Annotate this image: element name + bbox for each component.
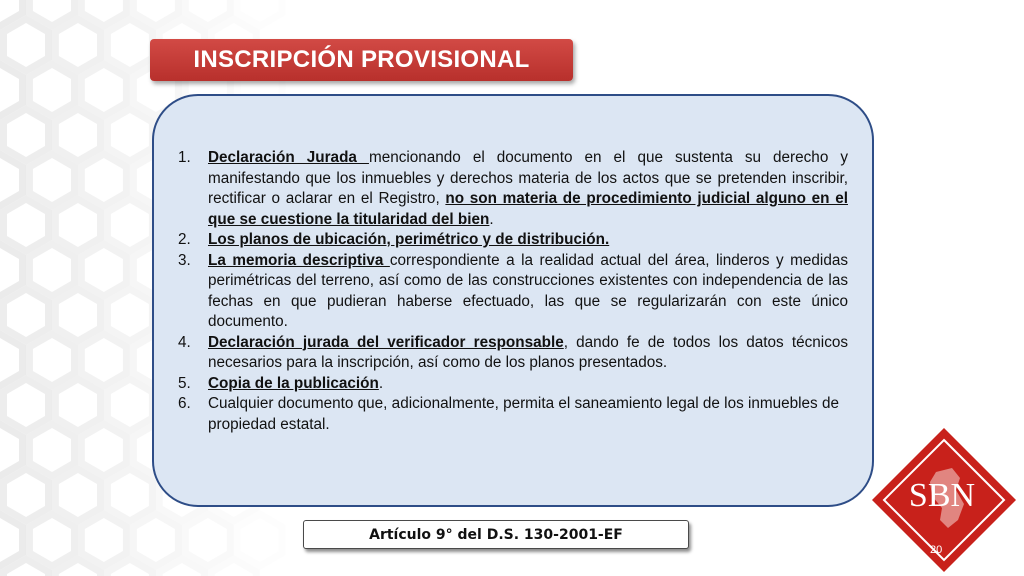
body-text: correspondiente a la realidad actual del área, linderos y medidas perimétricas del terreno, así como de las construcciones existentes con independencia de las fechas en que pudieran haberse efectuado, las que se regularizarán con este único documento. (208, 251, 848, 330)
requirements-list (178, 148, 848, 435)
hexagon-shape (81, 244, 126, 296)
hexagon-shape (0, 514, 23, 566)
list-item (178, 148, 848, 230)
hexagon-shape (29, 64, 74, 116)
hexagon-shape (133, 514, 178, 566)
hexagon-shape (107, 199, 152, 251)
hexagon-shape (81, 424, 126, 476)
hexagon-shape (55, 289, 100, 341)
hexagon-shape (0, 154, 23, 206)
body-text: mencionando el documento en el que sustenta su derecho y manifestando que los inmuebles y derechos materia de los actos que se pretenden inscribir, rectificar o aclarar en el Registro, (208, 149, 849, 207)
hexagon-shape (81, 334, 126, 386)
hexagon-shape (29, 334, 74, 386)
hexagon-shape (81, 154, 126, 206)
hexagon-shape (4, 469, 49, 521)
hexagon-shape (0, 64, 23, 116)
hexagon-shape (0, 334, 23, 386)
hexagon-shape (107, 19, 152, 71)
list-item (178, 374, 848, 395)
hexagon-shape (4, 19, 49, 71)
hexagon-shape (29, 154, 74, 206)
hexagon-shape (0, 244, 23, 296)
hexagon-shape (29, 514, 74, 566)
list-item-number: 1. (178, 149, 191, 166)
emphasized-text: Declaración Jurada (208, 149, 369, 166)
hexagon-shape (0, 424, 23, 476)
body-text: propiedad estatal. (208, 415, 330, 433)
body-text: , dando fe de todos los datos técnicos necesarios para la inscripción, así como de los planos presentados. (208, 333, 848, 371)
hexagon-shape (81, 514, 126, 566)
sbn-logo (868, 424, 1020, 576)
list-item-number: 2. (178, 231, 191, 248)
hexagon-shape (185, 514, 230, 566)
hexagon-shape (29, 424, 74, 476)
emphasized-text: Declaración jurada del verificador responsable (208, 333, 564, 351)
hexagon-shape (107, 109, 152, 161)
body-text: . (489, 210, 494, 228)
hexagon-shape (4, 289, 49, 341)
hexagon-shape (107, 379, 152, 431)
title-banner (150, 39, 573, 81)
hexagon-shape (55, 469, 100, 521)
hexagon-shape (55, 19, 100, 71)
hexagon-shape (237, 514, 282, 566)
emphasized-text: Los planos de ubicación, perimétrico y de distribución. (208, 231, 610, 248)
page-title: INSCRIPCIÓN PROVISIONAL (193, 46, 530, 73)
list-item-number: 5. (178, 374, 191, 392)
emphasized-text: La memoria descriptiva (208, 251, 390, 269)
hexagon-shape (55, 109, 100, 161)
emphasized-text: no son materia de procedimiento judicial alguno en el que se cuestione la titularidad del bien (208, 190, 848, 228)
hexagon-shape (55, 379, 100, 431)
logo-text: SBN (908, 477, 976, 514)
article-reference: Artículo 9° del D.S. 130-2001-EF (369, 526, 623, 543)
list-item (178, 230, 848, 251)
list-item-number: 4. (178, 333, 191, 351)
list-item (178, 333, 848, 374)
body-text: Cualquier documento que, adicionalmente, permita el saneamiento legal de los inmuebles de (208, 395, 839, 412)
slide-number: 20 (930, 544, 943, 556)
hexagon-shape (81, 64, 126, 116)
list-item-number: 6. (178, 395, 191, 412)
emphasized-text: Copia de la publicación (208, 374, 379, 392)
hexagon-shape (107, 289, 152, 341)
list-item-number: 3. (178, 251, 191, 269)
hexagon-shape (4, 199, 49, 251)
list-item (178, 251, 848, 333)
hexagon-shape (29, 244, 74, 296)
article-reference-box (303, 520, 689, 549)
content-panel (152, 94, 874, 507)
hexagon-shape (107, 469, 152, 521)
hexagon-shape (4, 379, 49, 431)
hexagon-shape (55, 199, 100, 251)
list-item (178, 394, 848, 435)
body-text: . (378, 374, 384, 392)
hexagon-shape (4, 109, 49, 161)
